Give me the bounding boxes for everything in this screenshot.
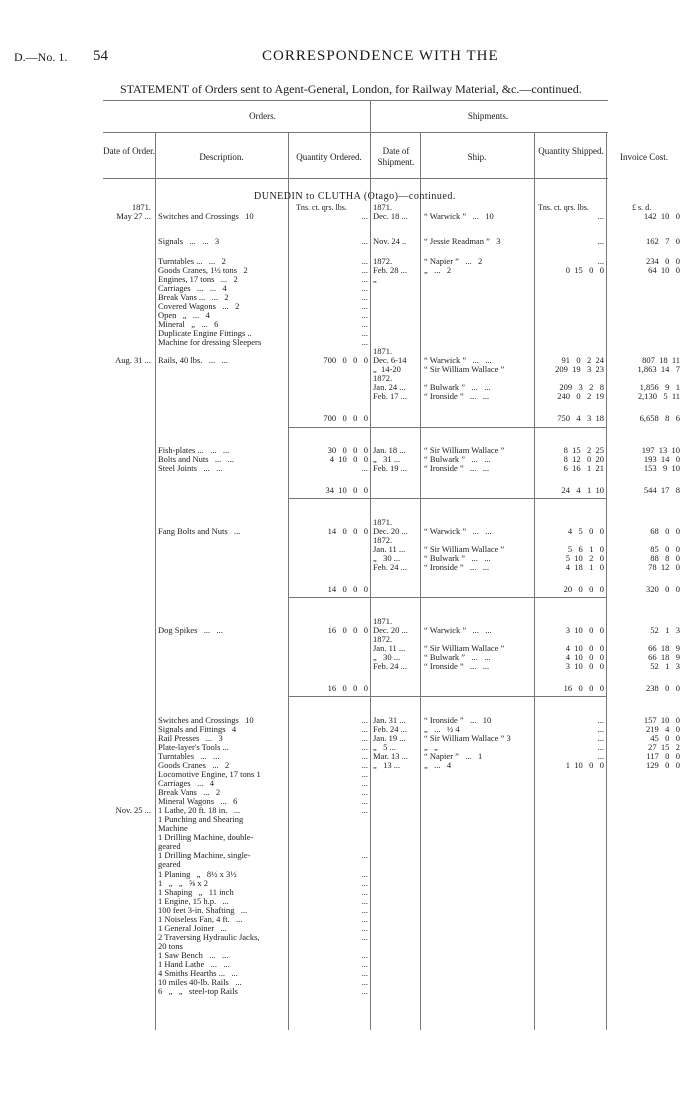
quantity-ordered-cell: ... (361, 769, 368, 779)
description-cell: 1 Shaping „ 11 inch (158, 887, 234, 897)
quantity-ordered-cell: 30 0 0 0 (327, 445, 368, 455)
quantity-ordered-cell: ... (361, 905, 368, 915)
quantity-ordered-cell: ... (361, 968, 368, 978)
quantity-ordered-cell: ... (361, 715, 368, 725)
invoice-cost-cell: 2,130 5 11 (637, 391, 680, 401)
quantity-shipped-cell: ... (597, 724, 604, 734)
ship-cell: “ Ironside ” ... ... (424, 661, 490, 671)
date-of-shipment-cell: Jan. 24 ... (373, 382, 406, 392)
ship-cell: “ Bulwark ” ... ... (424, 454, 491, 464)
description-cell: Carriages ... 4 (158, 778, 214, 788)
date-of-shipment-cell: 1872. (373, 634, 393, 644)
description-cell: Mineral „ ... 6 (158, 319, 219, 329)
date-of-shipment-cell: „ 30 ... (373, 652, 401, 662)
date-of-shipment-cell: 1871. (373, 616, 393, 626)
orders-group-header: Orders. (249, 111, 276, 121)
description-cell: Signals ... ... 3 (158, 236, 220, 246)
quantity-ordered-cell: 700 0 0 0 (323, 413, 368, 423)
description-cell: 100 feet 3-in. Shafting ... (158, 905, 248, 915)
invoice-cost-cell: 219 4 0 (646, 724, 680, 734)
description-cell: 1 General Joiner ... (158, 923, 227, 933)
invoice-cost-cell: 197 13 10 (641, 445, 680, 455)
description-cell: Rail Presses ... 3 (158, 733, 223, 743)
col-divider (420, 132, 421, 1030)
quantity-shipped-cell: 209 19 3 23 (555, 364, 604, 374)
page-number: 54 (93, 48, 108, 64)
quantity-shipped-cell: ... (597, 715, 604, 725)
invoice-cost-cell: 66 18 9 (648, 652, 680, 662)
invoice-cost-cell: 52 1 3 (650, 661, 680, 671)
invoice-cost-cell: 66 18 9 (648, 643, 680, 653)
quantity-ordered-header: Quantity Ordered. (296, 152, 362, 162)
quantity-ordered-cell: ... (361, 914, 368, 924)
document-reference: D.—No. 1. (14, 50, 68, 64)
quantity-ordered-cell: 14 0 0 0 (327, 526, 368, 536)
description-cell: 1 Drilling Machine, double- (158, 832, 254, 842)
date-of-shipment-cell: Feb. 17 ... (373, 391, 407, 401)
description-cell: 1 Drilling Machine, single- (158, 850, 251, 860)
description-cell: 1 Saw Bench ... ... (158, 950, 229, 960)
quantity-shipped-cell: 20 0 0 0 (563, 584, 604, 594)
date-of-shipment-cell: Jan. 18 ... (373, 445, 406, 455)
invoice-cost-cell: 544 17 8 (643, 485, 680, 495)
quantity-ordered-cell: ... (361, 274, 368, 284)
date-of-shipment-cell: „ 30 ... (373, 553, 401, 563)
quantity-shipped-cell: 1 10 0 0 (565, 760, 604, 770)
ship-cell: “ Bulwark ” ... ... (424, 553, 491, 563)
invoice-cost-cell: 52 1 3 (650, 625, 680, 635)
description-cell: Goods Cranes, 1½ tons 2 (158, 265, 248, 275)
invoice-cost-cell: 45 0 0 (650, 733, 680, 743)
description-cell: Dog Spikes ... ... (158, 625, 223, 635)
total-rule (288, 597, 606, 598)
quantity-ordered-cell: ... (361, 337, 368, 347)
quantity-shipped-cell: ... (597, 733, 604, 743)
date-of-shipment-cell: 1872. (373, 535, 393, 545)
invoice-cost-cell: 142 10 0 (643, 211, 680, 221)
total-rule (288, 498, 606, 499)
col-divider (288, 132, 289, 1030)
date-of-shipment-cell: Feb. 24 ... (373, 562, 407, 572)
quantity-ordered-cell: ... (361, 236, 368, 246)
date-of-order-cell: 1871. (131, 202, 151, 212)
invoice-cost-cell: 129 0 0 (646, 760, 680, 770)
description-cell: 1 „ „ ⅝ x 2 (158, 878, 209, 888)
quantity-ordered-cell: ... (361, 950, 368, 960)
quantity-ordered-cell: ... (361, 283, 368, 293)
invoice-cost-cell: 85 0 0 (650, 544, 680, 554)
description-cell: 10 miles 40-lb. Rails ... (158, 977, 242, 987)
quantity-shipped-cell: 3 10 0 0 (565, 625, 604, 635)
date-of-order-cell: Aug. 31 ... (115, 355, 151, 365)
ship-cell: “ Sir William Wallace ” (424, 643, 505, 653)
date-of-shipment-cell: 1871. (373, 202, 393, 212)
description-cell: 1 Engine, 15 h.p. ... (158, 896, 229, 906)
quantity-ordered-cell: ... (361, 932, 368, 942)
invoice-cost-header: Invoice Cost. (620, 152, 668, 162)
date-of-shipment-cell: Dec. 20 ... (373, 526, 408, 536)
quantity-ordered-cell: 4 10 0 0 (329, 454, 368, 464)
quantity-ordered-cell: ... (361, 310, 368, 320)
quantity-shipped-cell: 4 10 0 0 (565, 643, 604, 653)
description-cell: Locomotive Engine, 17 tons 1 (158, 769, 261, 779)
ship-cell: “ Bulwark ” ... ... (424, 652, 491, 662)
col-divider (534, 132, 535, 1030)
description-cell: Engines, 17 tons ... 2 (158, 274, 238, 284)
ship-cell: “ Sir William Wallace ” (424, 544, 505, 554)
statement-subtitle: STATEMENT of Orders sent to Agent-General, London, for Railway Material, &c.—continued. (120, 82, 582, 96)
date-of-shipment-cell: „ 13 ... (373, 760, 401, 770)
page-title: CORRESPONDENCE WITH THE (262, 48, 499, 64)
date-of-shipment-cell: Jan. 19 ... (373, 733, 406, 743)
currency-units: £ s. d. (632, 203, 652, 212)
date-of-shipment-header: Date of Shipment. (377, 146, 415, 167)
ship-cell: “ Warwick ” ... ... (424, 526, 492, 536)
description-cell: Bolts and Nuts ... ... (158, 454, 235, 464)
quantity-ordered-cell: 14 0 0 0 (327, 584, 368, 594)
quantity-shipped-cell: 91 0 2 24 (561, 355, 604, 365)
tons-units: Tns. ct. qrs. lbs. (296, 203, 347, 212)
quantity-ordered-cell: ... (361, 328, 368, 338)
orders-shipments-divider (370, 100, 371, 1030)
quantity-ordered-cell: ... (361, 265, 368, 275)
description-cell: Rails, 40 lbs. ... ... (158, 355, 228, 365)
description-cell: Mineral Wagons ... 6 (158, 796, 238, 806)
description-cell: 2 Traversing Hydraulic Jacks, (158, 932, 260, 942)
date-of-shipment-cell: Dec. 20 ... (373, 625, 408, 635)
description-cell: geared (158, 859, 181, 869)
quantity-ordered-cell: ... (361, 724, 368, 734)
description-cell: 1 Punching and Shearing (158, 814, 244, 824)
quantity-shipped-cell: 8 15 2 25 (563, 445, 604, 455)
quantity-ordered-cell: ... (361, 256, 368, 266)
quantity-ordered-cell: ... (361, 751, 368, 761)
date-of-shipment-cell: „ 14-20 (373, 364, 401, 374)
quantity-ordered-cell: ... (361, 292, 368, 302)
ship-cell: “ Sir William Wallace ” (424, 364, 505, 374)
date-of-shipment-cell: 1871. (373, 517, 393, 527)
header-bottom-rule (103, 178, 608, 179)
quantity-ordered-cell: ... (361, 805, 368, 815)
quantity-ordered-cell: ... (361, 869, 368, 879)
date-of-order-cell: May 27 ... (116, 211, 151, 221)
description-cell: Open „ ... 4 (158, 310, 210, 320)
quantity-ordered-cell: ... (361, 211, 368, 221)
date-of-shipment-cell: Dec. 6-14 (373, 355, 407, 365)
invoice-cost-cell: 162 7 0 (646, 236, 680, 246)
date-of-shipment-cell: Mar. 13 ... (373, 751, 408, 761)
ship-cell: “ Bulwark ” ... ... (424, 382, 491, 392)
invoice-cost-cell: 1,863 14 7 (637, 364, 680, 374)
description-cell: 1 Hand Lathe ... ... (158, 959, 230, 969)
quantity-ordered-cell: ... (361, 896, 368, 906)
invoice-cost-cell: 64 10 0 (648, 265, 680, 275)
date-of-shipment-cell: Jan. 31 ... (373, 715, 406, 725)
date-of-shipment-cell: Feb. 28 ... (373, 265, 407, 275)
quantity-ordered-cell: ... (361, 760, 368, 770)
ship-cell: “ Sir William Wallace ” 3 (424, 733, 511, 743)
description-cell: geared (158, 841, 181, 851)
invoice-cost-cell: 193 14 0 (643, 454, 680, 464)
quantity-ordered-cell: ... (361, 787, 368, 797)
date-of-shipment-cell: Jan. 11 ... (373, 544, 406, 554)
quantity-ordered-cell: ... (361, 850, 368, 860)
description-cell: 4 Smiths Hearths ... ... (158, 968, 238, 978)
quantity-shipped-cell: ... (597, 742, 604, 752)
date-of-shipment-cell: Jan. 11 ... (373, 643, 406, 653)
quantity-shipped-cell: 209 3 2 8 (559, 382, 604, 392)
ship-cell: “ Napier ” ... 1 (424, 751, 483, 761)
quantity-ordered-cell: ... (361, 733, 368, 743)
quantity-shipped-header: Quantity Shipped. (538, 146, 604, 156)
invoice-cost-cell: 320 0 0 (646, 584, 680, 594)
description-cell: Fish-plates ... ... ... (158, 445, 230, 455)
invoice-cost-cell: 27 15 2 (648, 742, 680, 752)
ship-cell: “ Warwick ” ... 10 (424, 211, 494, 221)
date-of-shipment-cell: 1871. (373, 346, 393, 356)
invoice-cost-cell: 807 18 11 (642, 355, 680, 365)
quantity-ordered-cell: ... (361, 878, 368, 888)
date-of-shipment-cell: „ 5 ... (373, 742, 396, 752)
description-cell: Turntables ... ... (158, 751, 220, 761)
quantity-shipped-cell: ... (597, 211, 604, 221)
date-of-order-cell: Nov. 25 ... (115, 805, 151, 815)
description-cell: Duplicate Engine Fittings .. (158, 328, 252, 338)
date-of-shipment-cell: Nov. 24 .. (373, 236, 407, 246)
quantity-shipped-cell: ... (597, 256, 604, 266)
ship-cell: “ Jessie Readman ” 3 (424, 236, 501, 246)
description-cell: Plate-layer's Tools ... (158, 742, 229, 752)
date-of-shipment-cell: „ (373, 274, 377, 284)
description-cell: Machine for dressing Sleepers (158, 337, 262, 347)
description-cell: Goods Cranes ... 2 (158, 760, 230, 770)
invoice-cost-cell: 117 0 0 (646, 751, 680, 761)
description-cell: Switches and Crossings 10 (158, 211, 254, 221)
description-cell: Switches and Crossings 10 (158, 715, 254, 725)
date-of-shipment-cell: Feb. 24 ... (373, 724, 407, 734)
ship-cell: „ ... 4 (424, 760, 452, 770)
description-cell: Covered Wagons ... 2 (158, 301, 240, 311)
section-heading: DUNEDIN to CLUTHA (Otago)—continued. (254, 191, 456, 202)
description-cell: Break Vans ... 2 (158, 787, 221, 797)
description-cell: Carriages ... ... 4 (158, 283, 227, 293)
invoice-cost-cell: 234 0 0 (646, 256, 680, 266)
quantity-ordered-cell: ... (361, 319, 368, 329)
quantity-shipped-cell: 6 16 1 21 (563, 463, 604, 473)
ship-cell: “ Warwick ” ... ... (424, 625, 492, 635)
ship-cell: “ Napier ” ... 2 (424, 256, 483, 266)
quantity-ordered-cell: ... (361, 923, 368, 933)
quantity-ordered-cell: ... (361, 986, 368, 996)
quantity-shipped-cell: 5 10 2 0 (565, 553, 604, 563)
quantity-shipped-cell: 3 10 0 0 (565, 661, 604, 671)
quantity-ordered-cell: ... (361, 463, 368, 473)
date-of-shipment-cell: 1872. (373, 373, 393, 383)
col-divider (155, 132, 156, 1030)
quantity-ordered-cell: 34 10 0 0 (325, 485, 368, 495)
quantity-shipped-cell: 4 5 0 0 (567, 526, 604, 536)
invoice-cost-cell: 78 12 0 (648, 562, 680, 572)
quantity-shipped-cell: 240 0 2 19 (557, 391, 604, 401)
description-cell: Steel Joints ... ... (158, 463, 223, 473)
description-cell: Break Vans ... ... 2 (158, 292, 229, 302)
invoice-cost-cell: 1,856 9 1 (639, 382, 680, 392)
ship-cell: „ ... ½ 4 (424, 724, 460, 734)
date-of-order-header: Date of Order. (103, 146, 155, 156)
date-of-shipment-cell: Dec. 18 ... (373, 211, 408, 221)
date-of-shipment-cell: „ 31 ... (373, 454, 401, 464)
ship-cell: “ Warwick ” ... ... (424, 355, 492, 365)
ship-header: Ship. (467, 152, 487, 162)
invoice-cost-cell: 88 8 0 (650, 553, 680, 563)
invoice-cost-cell: 157 10 0 (643, 715, 680, 725)
quantity-ordered-cell: ... (361, 959, 368, 969)
quantity-ordered-cell: ... (361, 977, 368, 987)
tons-units: Tns. ct. qrs. lbs. (538, 203, 589, 212)
invoice-cost-cell: 153 9 10 (643, 463, 680, 473)
quantity-ordered-cell: ... (361, 778, 368, 788)
table-top-rule (103, 100, 608, 101)
ship-cell: “ Sir William Wallace ” (424, 445, 505, 455)
total-rule (288, 427, 606, 428)
quantity-ordered-cell: 700 0 0 0 (323, 355, 368, 365)
description-cell: 1 Noiseless Fan, 4 ft. ... (158, 914, 243, 924)
description-cell: Turntables ... ... 2 (158, 256, 226, 266)
description-cell: 1 Planing „ 8½ x 3½ (158, 869, 237, 879)
ship-cell: „ „ (424, 742, 438, 752)
description-cell: 1 Lathe, 20 ft. 18 in. ... (158, 805, 241, 815)
quantity-ordered-cell: ... (361, 796, 368, 806)
description-cell: Signals and Fittings 4 (158, 724, 237, 734)
ship-cell: „ ... 2 (424, 265, 452, 275)
ship-cell: “ Ironside ” ... ... (424, 391, 490, 401)
description-header: Description. (199, 152, 244, 162)
quantity-shipped-cell: 4 10 0 0 (565, 652, 604, 662)
quantity-shipped-cell: 750 4 3 18 (557, 413, 604, 423)
description-cell: 20 tons (158, 941, 183, 951)
quantity-ordered-cell: 16 0 0 0 (327, 625, 368, 635)
quantity-shipped-cell: 5 6 1 0 (567, 544, 604, 554)
quantity-shipped-cell: 4 18 1 0 (565, 562, 604, 572)
ship-cell: “ Ironside ” ... 10 (424, 715, 492, 725)
quantity-ordered-cell: ... (361, 887, 368, 897)
quantity-shipped-cell: 16 0 0 0 (563, 683, 604, 693)
date-of-shipment-cell: Feb. 24 ... (373, 661, 407, 671)
description-cell: Fang Bolts and Nuts ... (158, 526, 241, 536)
description-cell: 6 „ „ steel-top Rails (158, 986, 238, 996)
quantity-shipped-cell: 24 4 1 10 (561, 485, 604, 495)
quantity-ordered-cell: ... (361, 742, 368, 752)
invoice-cost-cell: 68 0 0 (650, 526, 680, 536)
date-of-shipment-cell: Feb. 19 ... (373, 463, 407, 473)
ship-cell: “ Ironside ” ... ... (424, 463, 490, 473)
quantity-shipped-cell: ... (597, 751, 604, 761)
ship-cell: “ Ironside ” ... ... (424, 562, 490, 572)
group-rule (103, 132, 608, 133)
quantity-shipped-cell: 0 15 0 0 (565, 265, 604, 275)
quantity-shipped-cell: 8 12 0 20 (563, 454, 604, 464)
total-rule (288, 696, 606, 697)
invoice-cost-cell: 238 0 0 (646, 683, 680, 693)
date-of-shipment-cell: 1872. (373, 256, 393, 266)
col-divider (606, 132, 607, 1030)
description-cell: Machine (158, 823, 188, 833)
quantity-ordered-cell: ... (361, 301, 368, 311)
quantity-shipped-cell: ... (597, 236, 604, 246)
shipments-group-header: Shipments. (467, 111, 509, 121)
quantity-ordered-cell: 16 0 0 0 (327, 683, 368, 693)
invoice-cost-cell: 6,658 8 6 (639, 413, 680, 423)
